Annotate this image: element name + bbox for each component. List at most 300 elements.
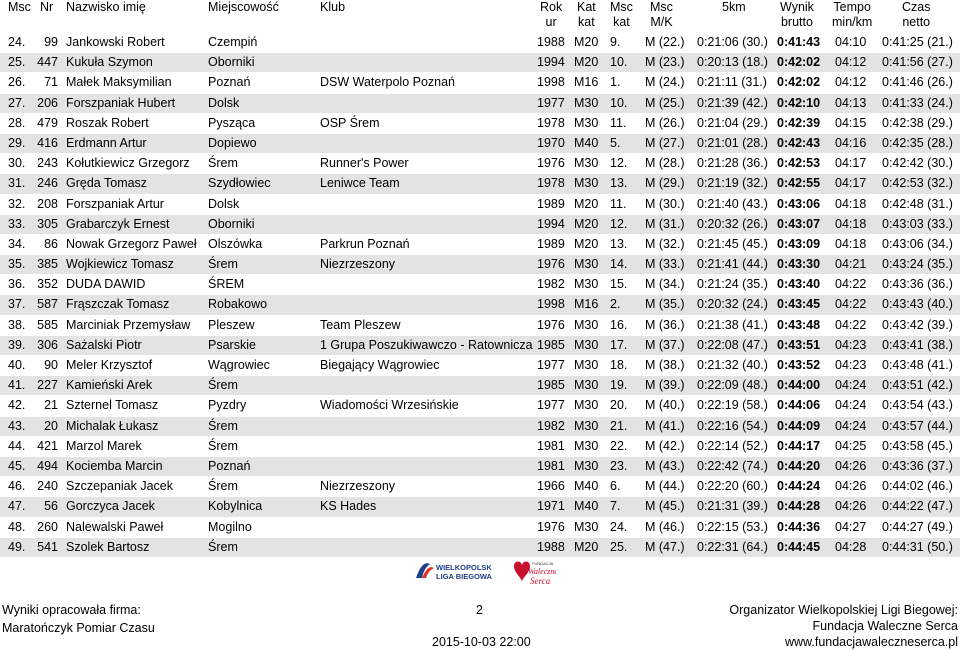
cell-msck: 5. [610, 135, 621, 150]
cell-club [320, 94, 534, 113]
cell-nr: 56 [44, 499, 58, 514]
cell-k5: 0:22:42 (74.) [697, 458, 768, 473]
cell-rok: 1977 [537, 95, 565, 110]
cell-club [320, 295, 534, 314]
cell-mk: M (35.) [645, 297, 685, 312]
cell-rok: 1977 [537, 398, 565, 413]
cell-tempo: 04:25 [835, 438, 867, 453]
cell-kat: M30 [574, 378, 599, 393]
cell-k5: 0:21:04 (29.) [697, 115, 768, 130]
cell-k5: 0:22:20 (60.) [697, 479, 768, 494]
cell-mk: M (32.) [645, 236, 685, 251]
page-footer [0, 592, 960, 649]
cell-name: Forszpaniak Hubert [66, 95, 176, 110]
header-city: Miejscowość [208, 0, 279, 14]
cell-rok: 1994 [537, 55, 565, 70]
cell-tempo: 04:22 [835, 317, 867, 332]
cell-netto: 0:43:41 (38.) [882, 337, 953, 352]
cell-tempo: 04:24 [835, 398, 867, 413]
cell-msc: 35. [8, 257, 26, 272]
cell-nr: 306 [37, 337, 58, 352]
header-club: Klub [320, 0, 346, 14]
cell-name: Jankowski Robert [66, 35, 165, 49]
cell-msc: 31. [8, 176, 26, 191]
cell-msc: 44. [8, 438, 26, 453]
cell-netto: 0:44:27 (49.) [882, 519, 953, 534]
cell-k5: 0:21:11 (31.) [697, 75, 767, 90]
table-row [0, 174, 960, 194]
cell-netto: 0:41:46 (26.) [882, 75, 953, 90]
cell-k5: 0:21:38 (41.) [697, 317, 768, 332]
cell-k5: 0:21:39 (42.) [697, 95, 768, 110]
cell-rok: 1976 [537, 519, 565, 534]
cell-club: Parkrun Poznań [320, 236, 410, 251]
wielkopolska-liga-biegowa-logo [412, 556, 492, 586]
header-czas: Czas netto [902, 0, 931, 29]
table-row [0, 275, 960, 295]
cell-tempo: 04:22 [835, 297, 867, 312]
table-row [0, 477, 960, 497]
cell-rok: 1982 [537, 277, 565, 292]
cell-msck: 10. [610, 55, 628, 70]
cell-tempo: 04:24 [835, 378, 867, 393]
cell-city: Olszówka [208, 236, 263, 251]
cell-msc: 40. [8, 358, 26, 372]
table-row [0, 376, 960, 396]
cell-msc: 47. [8, 499, 26, 514]
cell-mk: M (23.) [645, 55, 685, 70]
cell-wynik: 0:43:52 [777, 358, 821, 372]
cell-city: Szydłowiec [208, 176, 271, 191]
cell-city: Dolsk [208, 95, 240, 110]
cell-name: Marciniak Przemysław [66, 317, 191, 332]
cell-msck: 21. [610, 418, 628, 433]
table-row [0, 396, 960, 416]
cell-nr: 227 [37, 378, 58, 393]
cell-k5: 0:21:31 (39.) [697, 499, 768, 514]
cell-mk: M (26.) [645, 115, 685, 130]
cell-name: Kołutkiewicz Grzegorz [66, 156, 190, 171]
table-row [0, 94, 960, 114]
cell-netto: 0:43:06 (34.) [882, 236, 953, 251]
cell-nr: 305 [37, 216, 58, 231]
svg-text:LIGA BIEGOWA: LIGA BIEGOWA [436, 572, 492, 581]
cell-wynik: 0:44:17 [777, 438, 821, 453]
footer-company-name: Maratończyk Pomiar Czasu [2, 621, 155, 635]
cell-name: DUDA DAWID [66, 277, 146, 292]
cell-netto: 0:44:31 (50.) [882, 539, 953, 554]
table-row [0, 114, 960, 134]
cell-msc: 28. [8, 115, 26, 130]
cell-club: Niezrzeszony [320, 479, 396, 494]
cell-kat: M40 [574, 479, 599, 494]
table-row [0, 316, 960, 336]
cell-club [320, 518, 534, 537]
cell-tempo: 04:23 [835, 358, 867, 372]
cell-netto: 0:43:57 (44.) [882, 418, 953, 433]
cell-wynik: 0:44:45 [777, 539, 821, 554]
cell-city: Psarskie [208, 337, 256, 352]
cell-city: Poznań [208, 75, 251, 90]
svg-text:WIELKOPOLSKA: WIELKOPOLSKA [436, 563, 492, 572]
cell-nr: 90 [44, 358, 58, 372]
cell-kat: M16 [574, 297, 599, 312]
cell-k5: 0:21:24 (35.) [697, 277, 768, 292]
cell-netto: 0:44:02 (46.) [882, 479, 953, 494]
cell-msck: 20. [610, 398, 628, 413]
cell-msc: 48. [8, 519, 26, 534]
cell-club [320, 417, 534, 436]
cell-nr: 385 [37, 257, 58, 272]
cell-wynik: 0:44:24 [777, 479, 821, 494]
cell-msc: 45. [8, 458, 26, 473]
cell-name: Frąszczak Tomasz [66, 297, 170, 312]
cell-city: Śrem [208, 257, 238, 272]
cell-tempo: 04:17 [835, 156, 867, 171]
cell-wynik: 0:44:06 [777, 398, 821, 413]
cell-mk: M (41.) [645, 418, 685, 433]
cell-k5: 0:22:31 (64.) [697, 539, 768, 554]
cell-wynik: 0:42:10 [777, 95, 821, 110]
cell-club: Niezrzeszony [320, 257, 396, 272]
cell-kat: M20 [574, 236, 599, 251]
cell-msck: 11. [610, 196, 627, 211]
cell-rok: 1976 [537, 317, 565, 332]
cell-netto: 0:44:22 (47.) [882, 499, 953, 514]
cell-name: Nowak Grzegorz Paweł [66, 236, 197, 251]
footer-company-label: Wyniki opracowała firma: [2, 603, 141, 617]
table-row [0, 215, 960, 235]
cell-city: Śrem [208, 378, 238, 393]
cell-city: Oborniki [208, 216, 255, 231]
cell-wynik: 0:42:53 [777, 156, 821, 171]
cell-msc: 29. [8, 135, 26, 150]
cell-name: Forszpaniak Artur [66, 196, 164, 211]
cell-kat: M30 [574, 176, 599, 191]
svg-text:FUNDACJA: FUNDACJA [532, 561, 554, 566]
cell-nr: 243 [37, 156, 58, 171]
cell-msck: 1. [610, 75, 621, 90]
cell-nr: 352 [37, 277, 58, 292]
cell-city: Robakowo [208, 297, 268, 312]
table-row [0, 255, 960, 275]
cell-mk: M (36.) [645, 317, 685, 332]
cell-wynik: 0:42:02 [777, 75, 821, 90]
svg-text:Waleczne: Waleczne [528, 567, 556, 576]
cell-msck: 12. [610, 156, 628, 171]
header-rok: Rok ur [540, 0, 563, 29]
cell-mk: M (25.) [645, 95, 685, 110]
cell-nr: 541 [37, 539, 58, 554]
cell-wynik: 0:42:43 [777, 135, 821, 150]
cell-msc: 43. [8, 418, 26, 433]
cell-kat: M30 [574, 398, 599, 413]
cell-club [320, 33, 534, 52]
cell-tempo: 04:24 [835, 418, 867, 433]
cell-name: Szternel Tomasz [66, 398, 159, 413]
cell-rok: 1989 [537, 236, 565, 251]
cell-rok: 1978 [537, 115, 565, 130]
table-row [0, 336, 960, 356]
cell-kat: M40 [574, 135, 599, 150]
cell-name: Gręda Tomasz [66, 176, 148, 191]
cell-msck: 15. [610, 277, 628, 292]
cell-club: Team Pleszew [320, 317, 401, 332]
header-nr: Nr [40, 0, 54, 14]
cell-name: Wojkiewicz Tomasz [66, 257, 174, 272]
cell-msck: 10. [610, 95, 628, 110]
table-row [0, 518, 960, 538]
cell-tempo: 04:26 [835, 499, 867, 514]
cell-netto: 0:43:42 (39.) [882, 317, 953, 332]
cell-city: Pyzdry [208, 398, 247, 413]
cell-nr: 206 [37, 95, 58, 110]
cell-club [320, 437, 534, 456]
cell-city: Dopiewo [208, 135, 257, 150]
header-msc-mk: Msc M/K [650, 0, 673, 29]
cell-mk: M (42.) [645, 438, 685, 453]
cell-nr: 447 [37, 55, 58, 70]
cell-k5: 0:22:08 (47.) [697, 337, 768, 352]
cell-msc: 26. [8, 75, 26, 90]
cell-tempo: 04:16 [835, 135, 867, 150]
cell-name: Nalewalski Paweł [66, 519, 164, 534]
table-row [0, 73, 960, 93]
footer-organizer-label: Organizator Wielkopolskiej Ligi Biegowej: [729, 603, 958, 617]
cell-club [320, 538, 534, 557]
cell-k5: 0:21:19 (32.) [697, 176, 768, 191]
cell-kat: M30 [574, 95, 599, 110]
cell-msc: 33. [8, 216, 26, 231]
cell-name: Szczepaniak Jacek [66, 479, 174, 494]
results-table [0, 33, 960, 558]
cell-city: Śrem [208, 156, 238, 171]
cell-msc: 36. [8, 277, 26, 292]
cell-city: Pysząca [208, 115, 256, 130]
table-row [0, 134, 960, 154]
cell-kat: M30 [574, 438, 599, 453]
header-wynik: Wynik brutto [780, 0, 814, 29]
cell-mk: M (33.) [645, 257, 685, 272]
cell-netto: 0:42:42 (30.) [882, 156, 953, 171]
cell-name: Kukuła Szymon [66, 55, 153, 70]
cell-city: Oborniki [208, 55, 255, 70]
cell-mk: M (38.) [645, 358, 685, 372]
cell-msck: 11. [610, 115, 627, 130]
cell-tempo: 04:15 [835, 115, 867, 130]
cell-club [320, 457, 534, 476]
cell-mk: M (37.) [645, 337, 685, 352]
table-row [0, 53, 960, 73]
cell-netto: 0:42:48 (31.) [882, 196, 953, 211]
cell-k5: 0:20:32 (24.) [697, 297, 768, 312]
cell-rok: 1978 [537, 176, 565, 191]
cell-netto: 0:43:24 (35.) [882, 257, 953, 272]
cell-tempo: 04:18 [835, 236, 867, 251]
cell-name: Erdmann Artur [66, 135, 147, 150]
cell-club [320, 376, 534, 395]
cell-tempo: 04:13 [835, 95, 867, 110]
table-row [0, 33, 960, 53]
cell-tempo: 04:26 [835, 479, 867, 494]
cell-tempo: 04:28 [835, 539, 867, 554]
cell-club [320, 215, 534, 234]
cell-tempo: 04:18 [835, 216, 867, 231]
cell-nr: 99 [44, 35, 58, 49]
cell-rok: 1976 [537, 257, 565, 272]
cell-tempo: 04:26 [835, 458, 867, 473]
cell-kat: M30 [574, 115, 599, 130]
cell-msck: 14. [610, 257, 628, 272]
cell-rok: 1985 [537, 378, 565, 393]
cell-wynik: 0:43:09 [777, 236, 821, 251]
cell-netto: 0:43:51 (42.) [882, 378, 953, 393]
cell-msck: 9. [610, 35, 621, 49]
cell-wynik: 0:44:20 [777, 458, 821, 473]
cell-msck: 13. [610, 176, 628, 191]
cell-name: Małek Maksymilian [66, 75, 172, 90]
table-row [0, 457, 960, 477]
table-header [0, 0, 960, 33]
cell-city: Poznań [208, 458, 251, 473]
cell-nr: 416 [37, 135, 58, 150]
table-row [0, 356, 960, 376]
cell-rok: 1982 [537, 418, 565, 433]
cell-kat: M16 [574, 75, 599, 90]
cell-tempo: 04:12 [835, 75, 867, 90]
cell-k5: 0:22:19 (58.) [697, 398, 768, 413]
cell-tempo: 04:12 [835, 55, 867, 70]
cell-nr: 260 [37, 519, 58, 534]
cell-msc: 32. [8, 196, 26, 211]
cell-rok: 1985 [537, 337, 565, 352]
cell-wynik: 0:44:28 [777, 499, 821, 514]
cell-mk: M (27.) [645, 135, 685, 150]
cell-mk: M (43.) [645, 458, 685, 473]
cell-city: Śrem [208, 438, 238, 453]
cell-k5: 0:20:13 (18.) [697, 55, 768, 70]
cell-kat: M30 [574, 519, 599, 534]
cell-club: OSP Śrem [320, 115, 380, 130]
cell-wynik: 0:44:00 [777, 378, 821, 393]
cell-mk: M (39.) [645, 378, 685, 393]
cell-rok: 1971 [537, 499, 565, 514]
cell-netto: 0:43:36 (36.) [882, 277, 953, 292]
cell-rok: 1976 [537, 156, 565, 171]
cell-nr: 421 [37, 438, 58, 453]
cell-netto: 0:43:54 (43.) [882, 398, 953, 413]
cell-k5: 0:21:01 (28.) [697, 135, 768, 150]
cell-msc: 38. [8, 317, 26, 332]
cell-kat: M20 [574, 216, 599, 231]
table-row [0, 437, 960, 457]
cell-netto: 0:41:56 (27.) [882, 55, 953, 70]
cell-kat: M30 [574, 337, 599, 352]
cell-name: Sażalski Piotr [66, 337, 142, 352]
cell-mk: M (44.) [645, 479, 685, 494]
cell-mk: M (34.) [645, 277, 685, 292]
header-5km: 5km [722, 0, 746, 14]
cell-mk: M (45.) [645, 499, 685, 514]
cell-msc: 49. [8, 539, 26, 554]
cell-city: Pleszew [208, 317, 255, 332]
cell-city: Śrem [208, 418, 238, 433]
cell-city: Dolsk [208, 196, 240, 211]
cell-netto: 0:41:25 (21.) [882, 35, 953, 49]
cell-mk: M (22.) [645, 35, 685, 49]
cell-kat: M30 [574, 418, 599, 433]
cell-k5: 0:22:16 (54.) [697, 418, 768, 433]
cell-rok: 1988 [537, 35, 565, 49]
cell-k5: 0:21:40 (43.) [697, 196, 768, 211]
cell-k5: 0:22:09 (48.) [697, 378, 768, 393]
cell-name: Szolek Bartosz [66, 539, 150, 554]
cell-msck: 19. [610, 378, 628, 393]
header-msc: Msc [8, 0, 31, 14]
cell-msck: 24. [610, 519, 628, 534]
cell-mk: M (30.) [645, 196, 685, 211]
table-row [0, 295, 960, 315]
cell-msc: 30. [8, 156, 26, 171]
cell-rok: 1981 [537, 438, 565, 453]
cell-tempo: 04:21 [835, 257, 867, 272]
cell-k5: 0:21:32 (40.) [697, 358, 768, 372]
cell-msc: 41. [8, 378, 26, 393]
cell-wynik: 0:43:07 [777, 216, 821, 231]
cell-netto: 0:43:48 (41.) [882, 358, 953, 372]
cell-kat: M40 [574, 499, 599, 514]
table-row [0, 235, 960, 255]
cell-wynik: 0:43:30 [777, 257, 821, 272]
cell-msc: 25. [8, 55, 26, 70]
cell-mk: M (47.) [645, 539, 685, 554]
cell-msck: 22. [610, 438, 628, 453]
cell-netto: 0:43:03 (33.) [882, 216, 953, 231]
cell-msck: 25. [610, 539, 628, 554]
cell-k5: 0:22:14 (52.) [697, 438, 768, 453]
cell-tempo: 04:18 [835, 196, 867, 211]
cell-msck: 2. [610, 297, 621, 312]
cell-msck: 17. [610, 337, 628, 352]
cell-club: Biegający Wągrowiec [320, 358, 440, 372]
cell-nr: 71 [44, 75, 58, 90]
cell-name: Grabarczyk Ernest [66, 216, 170, 231]
cell-kat: M30 [574, 458, 599, 473]
cell-nr: 208 [37, 196, 58, 211]
cell-name: Roszak Robert [66, 115, 149, 130]
cell-wynik: 0:43:06 [777, 196, 821, 211]
footer-datetime: 2015-10-03 22:00 [432, 635, 531, 649]
cell-msc: 27. [8, 95, 26, 110]
cell-wynik: 0:44:36 [777, 519, 821, 534]
cell-city: Kobylnica [208, 499, 263, 514]
cell-nr: 585 [37, 317, 58, 332]
cell-kat: M30 [574, 358, 599, 372]
footer-organizer-name: Fundacja Waleczne Serca [812, 619, 958, 633]
cell-kat: M20 [574, 35, 599, 49]
cell-club: KS Hades [320, 499, 377, 514]
cell-city: ŚREM [208, 277, 245, 292]
cell-tempo: 04:22 [835, 277, 867, 292]
footer-organizer-url[interactable]: www.fundacjawaleczneserca.pl [784, 635, 958, 649]
cell-mk: M (29.) [645, 176, 685, 191]
waleczne-serca-logo [506, 556, 556, 590]
cell-rok: 1989 [537, 196, 565, 211]
table-row [0, 497, 960, 517]
cell-k5: 0:21:28 (36.) [697, 156, 768, 171]
cell-name: Meler Krzysztof [66, 358, 153, 372]
header-kat: Kat kat [577, 0, 596, 29]
